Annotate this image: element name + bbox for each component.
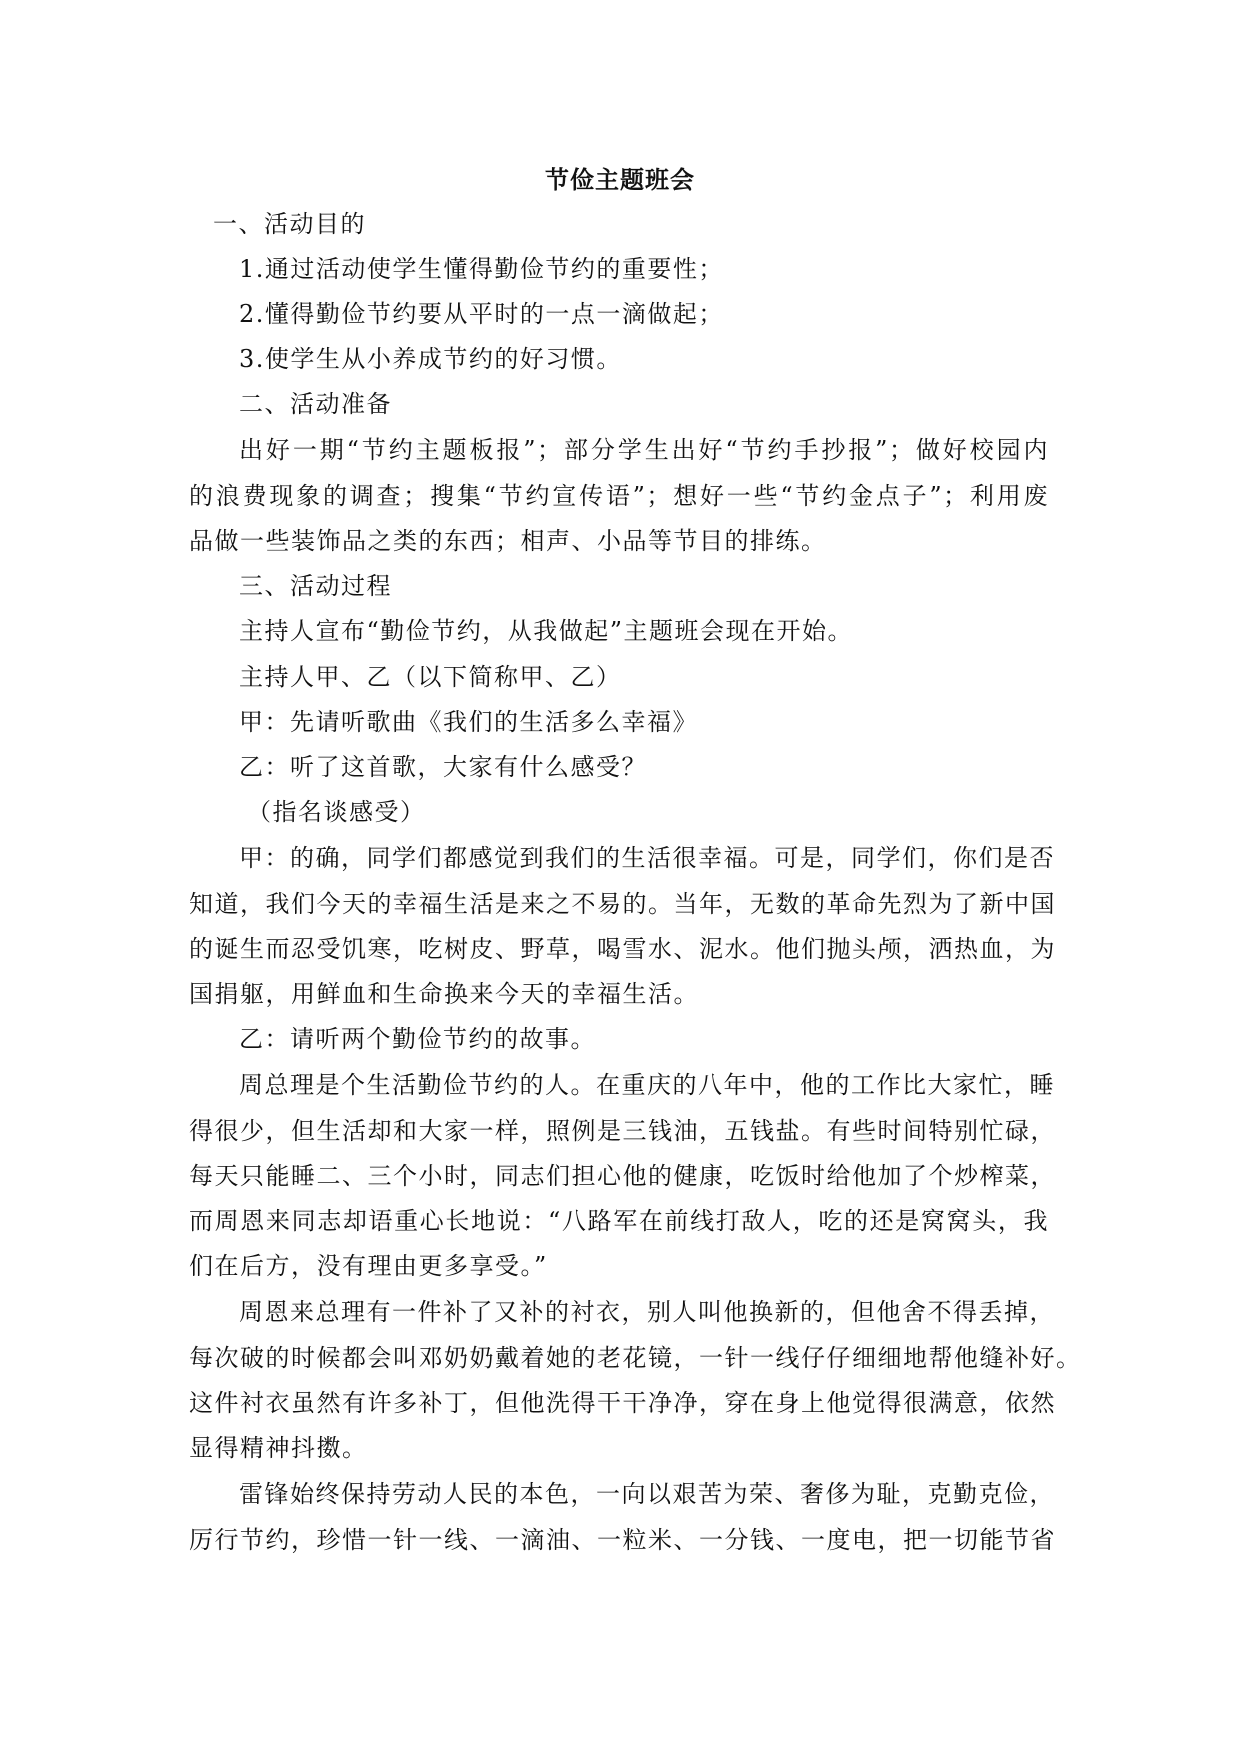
- paragraph-line: 这件衬衣虽然有许多补丁，但他洗得干干净净，穿在身上他觉得很满意，依然: [189, 1389, 1056, 1417]
- paragraph-line: 出好一期“节约主题板报”；部分学生出好“节约手抄报”；做好校园内: [239, 436, 1049, 464]
- section-heading: 三、活动过程: [239, 572, 392, 600]
- list-item: 2.懂得勤俭节约要从平时的一点一滴做起；: [239, 300, 724, 328]
- paragraph-line: 得很少，但生活却和大家一样，照例是三钱油，五钱盐。有些时间特别忙碌，: [189, 1117, 1056, 1145]
- list-item: 3.使学生从小养成节约的好习惯。: [239, 345, 622, 373]
- list-item: 1.通过活动使学生懂得勤俭节约的重要性；: [239, 255, 724, 283]
- paragraph-line: 乙：听了这首歌，大家有什么感受？: [239, 753, 647, 781]
- paragraph-line: 每次破的时候都会叫邓奶奶戴着她的老花镜，一针一线仔仔细细地帮他缝补好。: [189, 1344, 1082, 1372]
- paragraph-line: 显得精神抖擞。: [189, 1434, 368, 1462]
- paragraph-line: 周总理是个生活勤俭节约的人。在重庆的八年中，他的工作比大家忙，睡: [239, 1071, 1055, 1099]
- paragraph-line: 乙：请听两个勤俭节约的故事。: [239, 1025, 596, 1053]
- paragraph-line: 甲：的确，同学们都感觉到我们的生活很幸福。可是，同学们，你们是否: [239, 844, 1055, 872]
- paragraph-line: 主持人宣布“勤俭节约，从我做起”主题班会现在开始。: [239, 617, 854, 645]
- paragraph-line: 国捐躯，用鲜血和生命换来今天的幸福生活。: [189, 980, 699, 1008]
- paragraph-line: 雷锋始终保持劳动人民的本色，一向以艰苦为荣、奢侈为耻，克勤克俭，: [239, 1480, 1055, 1508]
- paragraph-line: 主持人甲、乙（以下简称甲、乙）: [239, 663, 622, 691]
- page-title: 节俭主题班会: [545, 165, 695, 194]
- paragraph-line: 甲：先请听歌曲《我们的生活多么幸福》: [239, 708, 698, 736]
- paragraph-line: 们在后方，没有理由更多享受。”: [189, 1252, 548, 1280]
- paragraph-line: 的诞生而忍受饥寒，吃树皮、野草，喝雪水、泥水。他们抛头颅，洒热血，为: [189, 935, 1056, 963]
- paragraph-line: 周恩来总理有一件补了又补的衬衣，别人叫他换新的，但他舍不得丢掉，: [239, 1298, 1055, 1326]
- paragraph-line: 知道，我们今天的幸福生活是来之不易的。当年，无数的革命先烈为了新中国: [189, 890, 1056, 918]
- paragraph-line: 而周恩来同志却语重心长地说：“八路军在前线打敌人，吃的还是窝窝头，我: [189, 1207, 1049, 1235]
- section-heading: 二、活动准备: [239, 390, 392, 418]
- paragraph-line: （指名谈感受）: [247, 798, 426, 826]
- paragraph-line: 每天只能睡二、三个小时，同志们担心他的健康，吃饭时给他加了个炒榨菜，: [189, 1162, 1056, 1190]
- paragraph-line: 的浪费现象的调查；搜集“节约宣传语”；想好一些“节约金点子”；利用废: [189, 482, 1049, 510]
- paragraph-line: 厉行节约，珍惜一针一线、一滴油、一粒米、一分钱、一度电，把一切能节省: [189, 1526, 1056, 1554]
- section-heading: 一、活动目的: [213, 210, 366, 238]
- paragraph-line: 品做一些装饰品之类的东西；相声、小品等节目的排练。: [189, 527, 827, 555]
